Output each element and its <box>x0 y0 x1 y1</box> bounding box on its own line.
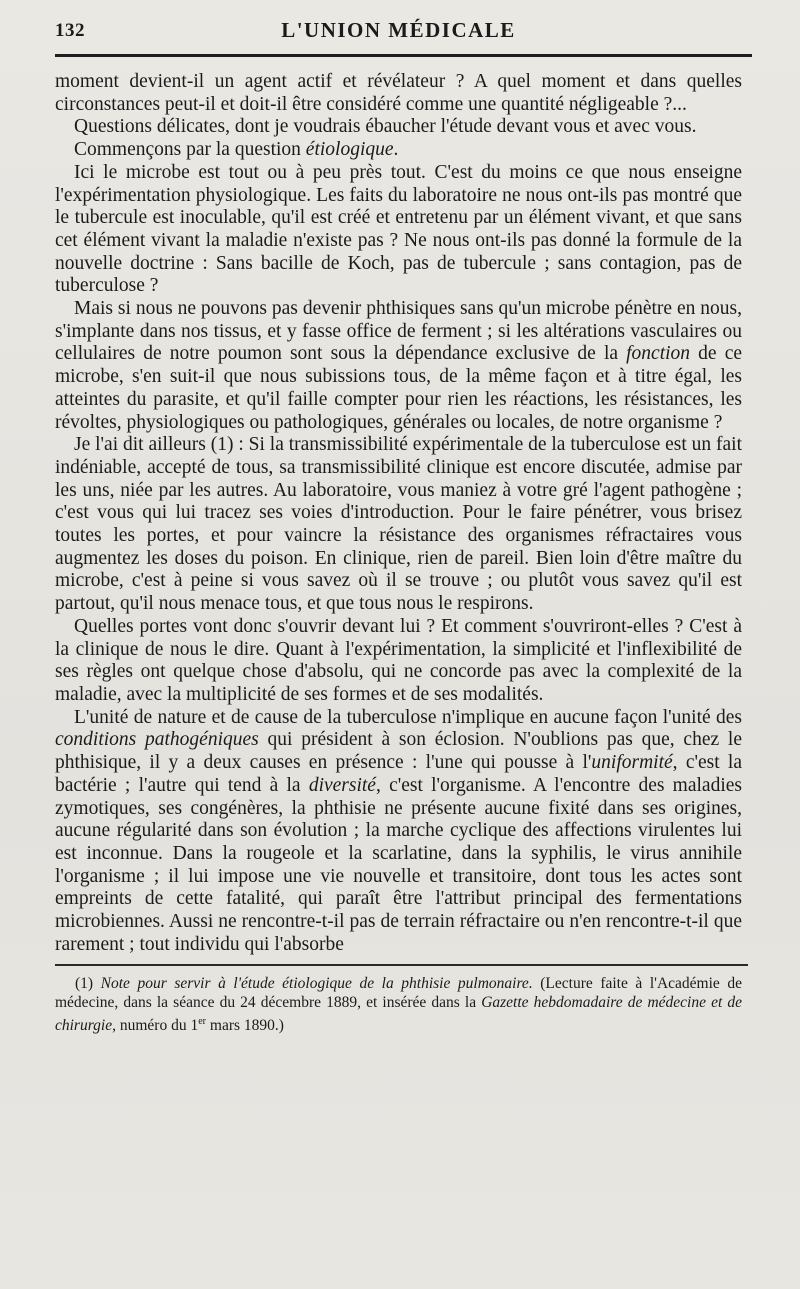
text-run: . <box>393 139 399 161</box>
text-run: Je l'ai dit ailleurs (1) : Si la transmissibilité expérimentale de la tuberculose est un fait indéniable, accepté de tous, sa transmissibilité clinique est encore discutée, admise par les uns, niée par les autres. Au laboratoire, vous maniez à votre gré l'agent pathogène ; c'est vous qui lui tracez ses voies d'introduction. Pour le faire pénétrer, vous brisez toutes les portes, et pour vaincre la résistance des organismes réfractaires vous augmentez les doses du poison. En clinique, rien de pareil. Bien loin d'être maître du microbe, c'est à peine si vous savez où il se trouve ; ou plutôt vous savez qu'il est partout, qu'il nous menace tous, et que tous nous le respirons. <box>55 434 742 615</box>
text-run: de ce microbe, s'en suit-il que nous subissions tous, de la même façon et à titre égal, les atteintes du parasite, et qu'il faille compter pour rien les réactions, les résistances, les révoltes, physiologiques ou pathologiques, générales ou locales, de notre organisme ? <box>55 343 742 433</box>
text-run: L'unité de nature et de cause de la tuberculose n'implique en aucune façon l'unité des <box>74 706 742 728</box>
footnote-ordinal: er <box>198 1016 207 1028</box>
paragraph <box>55 71 742 116</box>
italic-term: fonction <box>626 343 691 365</box>
paragraph <box>55 298 742 434</box>
text-run: moment devient-il un agent actif et révélateur ? A quel moment et dans quelles circonstances peut-il et doit-il être considéré comme une quantité négligeable ?... <box>55 71 742 115</box>
text-run: Questions délicates, dont je voudrais ébaucher l'étude devant vous et avec vous. <box>74 116 697 138</box>
italic-term: diversité <box>308 774 376 796</box>
footnote-issue: , numéro du 1 <box>112 1017 199 1035</box>
footnote-marker: (1) <box>75 975 94 993</box>
footnote-text: (Lecture faite à l'Académie de médecine, dans la séance du 24 décembre 1889, et insérée dans la <box>55 975 742 1012</box>
footnote-title: Note pour servir à l'étude étiologique de la phthisie pulmonaire. <box>100 975 533 993</box>
paragraph <box>55 162 742 298</box>
paragraph <box>55 434 742 616</box>
italic-term: conditions pathogéniques <box>55 729 259 751</box>
running-header <box>55 14 742 44</box>
text-run: Commençons par la question <box>74 139 306 161</box>
footnote <box>55 974 742 1035</box>
paragraph <box>55 116 742 139</box>
page-number: 132 <box>55 20 85 41</box>
footnote-journal: Gazette hebdomadaire de médecine et de chirurgie <box>55 994 742 1035</box>
text-run: qui président à son éclosion. N'oublions pas que, chez le phthisique, il y a deux causes en présence : l'une qui pousse à l' <box>55 729 742 774</box>
paragraph <box>55 707 742 957</box>
journal-title: L'UNION MÉDICALE <box>281 18 516 42</box>
footnote-rule <box>55 964 748 966</box>
paragraph <box>55 616 742 707</box>
paragraph <box>55 139 742 162</box>
italic-term: uniformité <box>591 752 673 774</box>
body-text <box>55 71 742 956</box>
text-run: Quelles portes vont donc s'ouvrir devant lui ? Et comment s'ouvriront-elles ? C'est à la clinique de nous le dire. Quant à l'expérimentation, la simplicité et l'inflexibilité de ses règles ont quelque chose d'absolu, qui ne concorde pas avec la complexité de la maladie, avec la multiplicité de ses formes et de ses modalités. <box>55 615 742 705</box>
text-run: Mais si nous ne pouvons pas devenir phthisiques sans qu'un microbe pénètre en nous, s'implante dans nos tissus, et y fasse office de ferment ; si les altérations vasculaires ou cellulaires de notre poumon sont sous la dépendance exclusive de la <box>55 298 742 365</box>
header-rule <box>55 54 752 57</box>
italic-term: étiologique <box>305 139 394 161</box>
text-run: , c'est la bactérie ; l'autre qui tend à la <box>55 752 742 796</box>
text-run: , c'est l'organisme. A l'encontre des maladies zymotiques, ses congénères, la phthisie ne présente aucune fixité dans ses origines, aucune régularité dans son évolution ; la marche cyclique des affections virulentes lui est inconnue. Dans la rougeole et la scarlatine, dans la syphilis, le virus annihile l'organisme ; il lui impose une vie nouvelle et transitoire, dont tous les actes sont empreints de cette fatalité, qui paraît être l'attribut principal des fermentations microbiennes. Aussi ne rencontre-t-il pas de terrain réfractaire ou n'en rencontre-t-il que rarement ; tout individu qui l'absorbe <box>55 774 742 955</box>
footnote-date: mars 1890.) <box>206 1017 284 1035</box>
text-run: Ici le microbe est tout ou à peu près tout. C'est du moins ce que nous enseigne l'expérimentation physiologique. Les faits du laboratoire ne nous ont-ils pas montré que le tubercule est inoculable, qu'il est créé et entretenu par un élément vivant, et que sans cet élément vivant la maladie n'existe pas ? Ne nous ont-ils pas donné la formule de la nouvelle doctrine : Sans bacille de Koch, pas de tubercule ; sans contagion, pas de tuberculose ? <box>55 161 742 297</box>
